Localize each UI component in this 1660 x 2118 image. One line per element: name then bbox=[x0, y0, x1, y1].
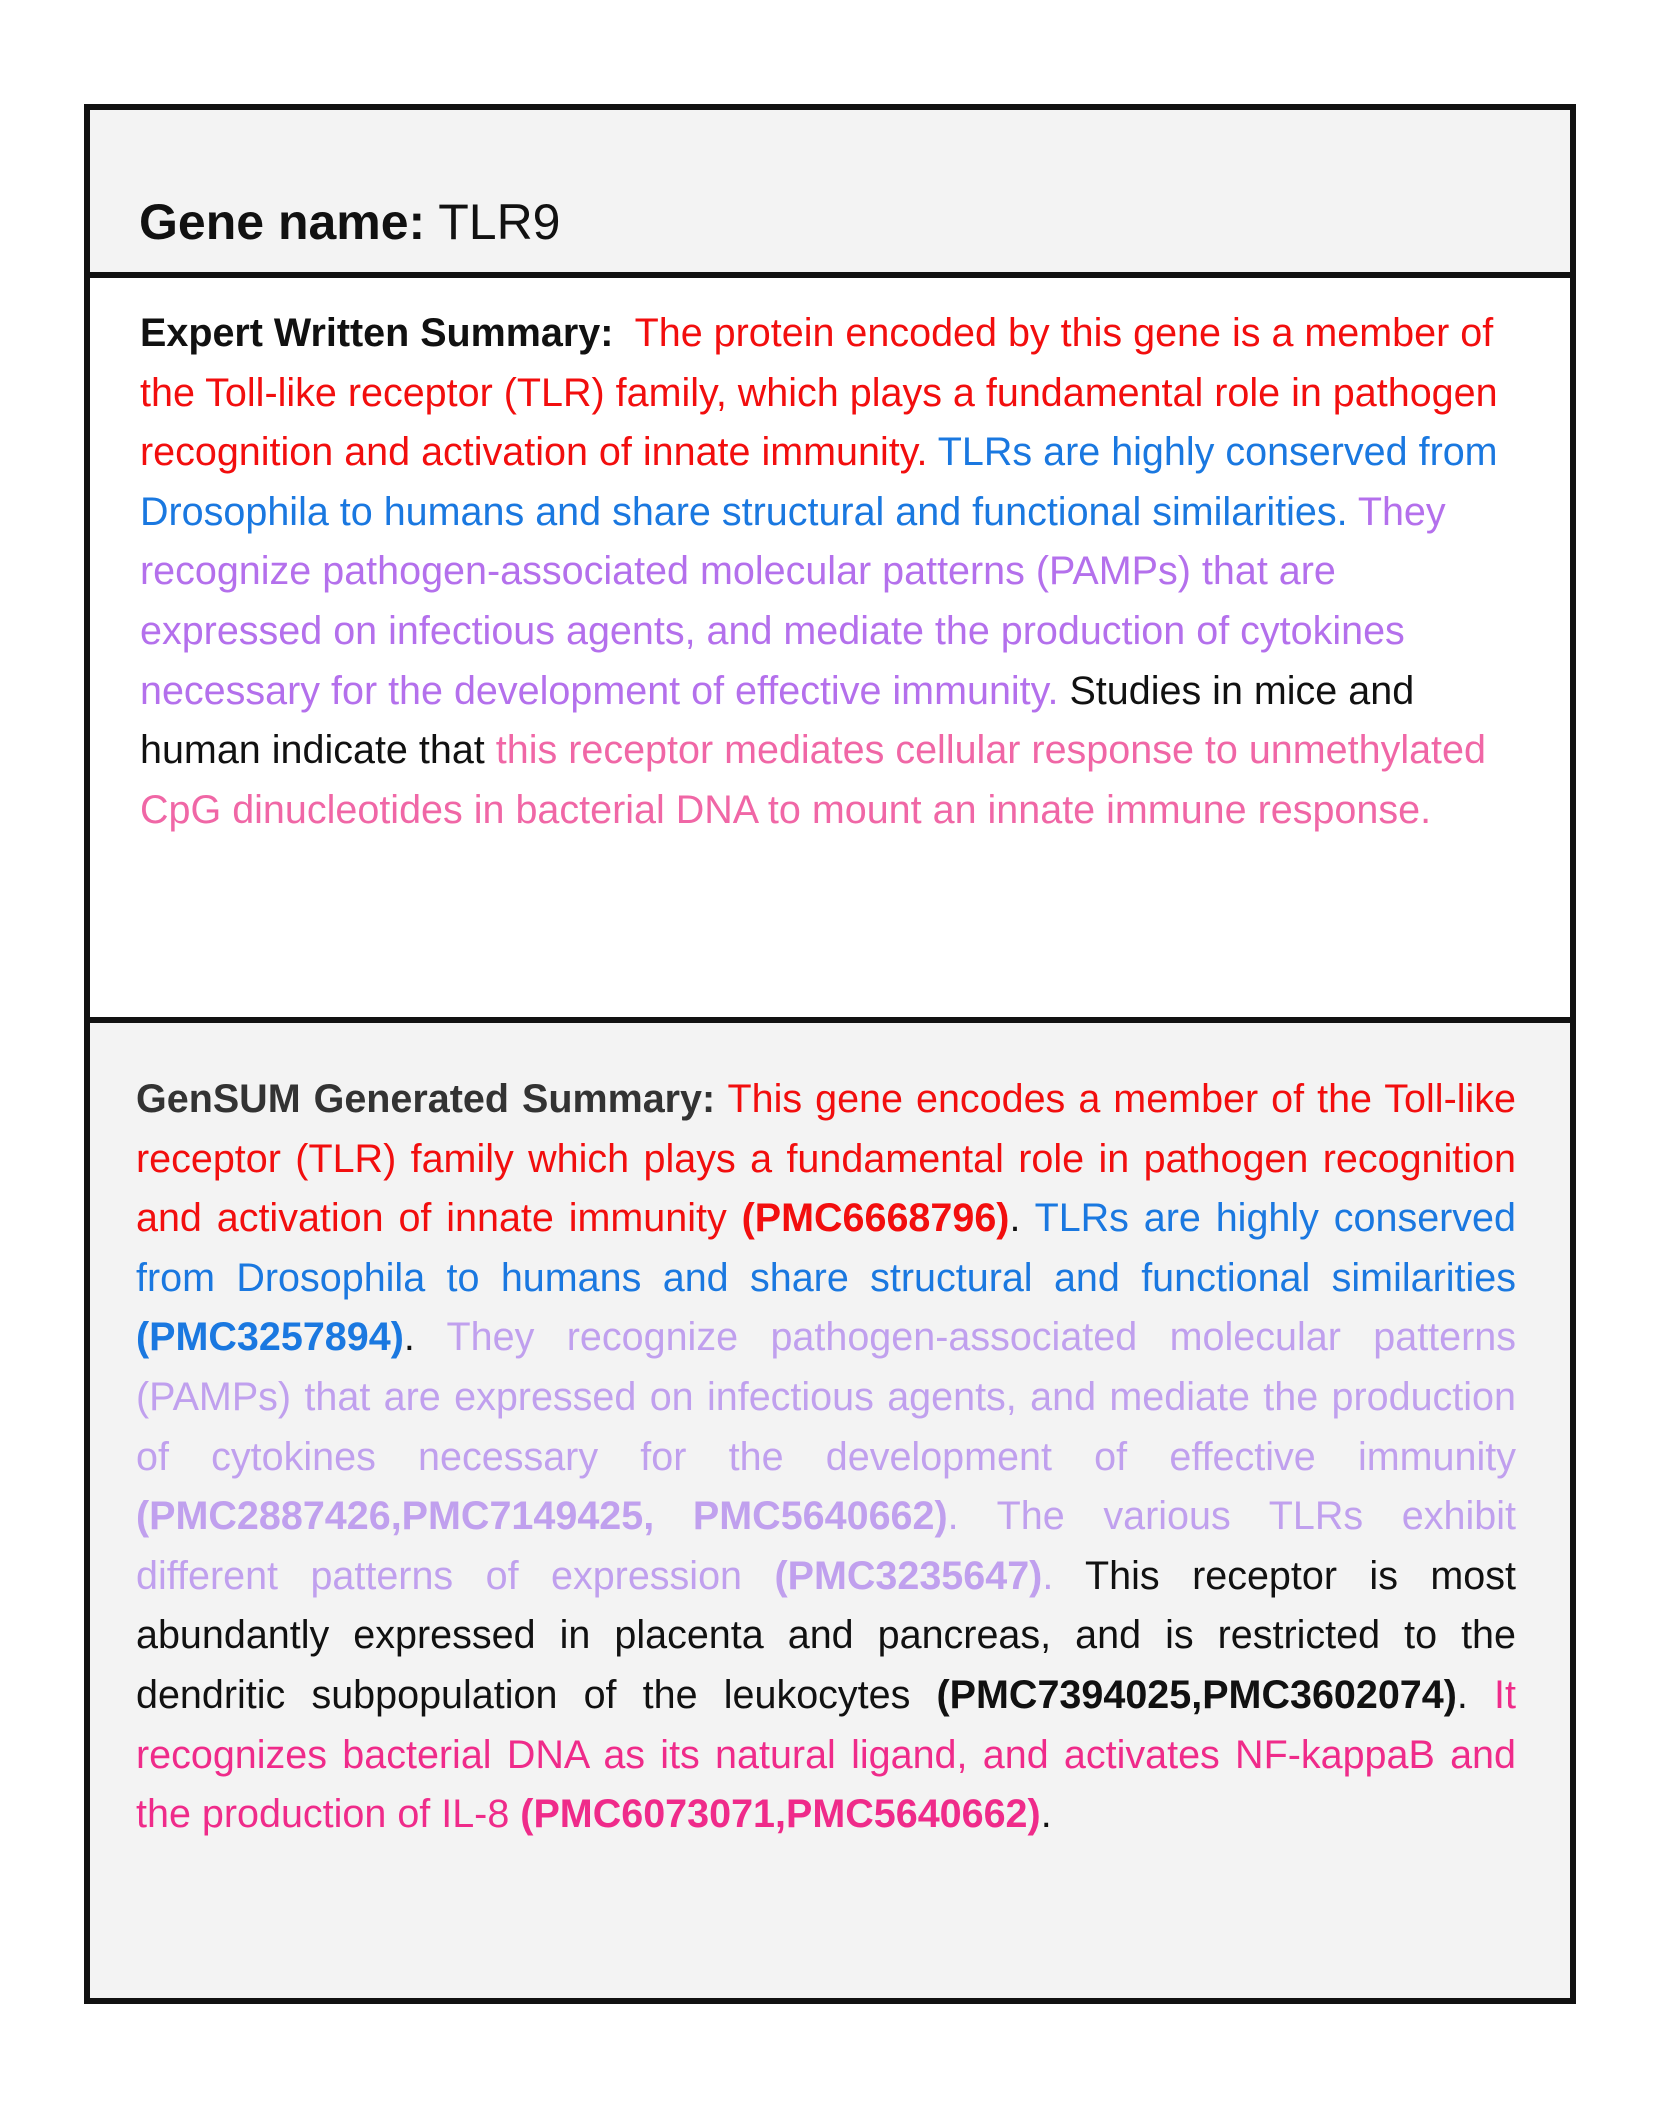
expert-sentence-5: this receptor mediates cellular response to unmethylated CpG dinucleotides in bacterial DNA to mount an innate immune response. bbox=[140, 728, 1486, 832]
gene-name-line bbox=[139, 192, 560, 252]
gensum-period: . bbox=[1040, 1792, 1052, 1837]
gensum-period: . bbox=[947, 1494, 959, 1539]
gensum-reference-1: (PMC6668796) bbox=[741, 1196, 1010, 1241]
gensum-summary-label: GenSUM Generated Summary: bbox=[136, 1077, 716, 1121]
gensum-reference-5: (PMC7394025,PMC3602074) bbox=[936, 1672, 1457, 1717]
expert-sentence-1: The protein encoded by this gene is a member of the Toll-like receptor (TLR) family, which plays a fundamental role in pathogen recognition and activation of innate immunity. bbox=[140, 311, 1498, 475]
gene-name-section bbox=[90, 110, 1570, 278]
gene-name-value: TLR9 bbox=[438, 194, 561, 250]
gensum-sentence-3: They recognize pathogen-associated molecular patterns (PAMPs) that are expressed on infectious agents, and mediate the production of cytokines necessary for the development of effective immunity bbox=[136, 1315, 1516, 1479]
expert-summary-section bbox=[90, 278, 1570, 1023]
gensum-reference-2: (PMC3257894) bbox=[136, 1315, 404, 1360]
gensum-summary-paragraph bbox=[136, 1070, 1516, 1845]
gensum-summary-section bbox=[90, 1023, 1570, 1998]
gensum-reference-3: (PMC2887426,PMC7149425, PMC5640662) bbox=[136, 1494, 948, 1539]
gensum-period: . bbox=[1456, 1672, 1468, 1717]
gensum-sentence-6: It recognizes bacterial DNA as its natural ligand, and activates NF-kappaB and the production of IL-8 bbox=[136, 1672, 1516, 1837]
gensum-sentence-2: TLRs are highly conserved from Drosophila to humans and share structural and functional similarities bbox=[136, 1196, 1516, 1300]
gensum-period: . bbox=[1042, 1553, 1054, 1598]
gene-name-label: Gene name: bbox=[139, 194, 426, 250]
expert-summary-label: Expert Written Summary: bbox=[140, 311, 614, 355]
gensum-sentence-4: The various TLRs exhibit different patterns of expression bbox=[136, 1494, 1516, 1598]
gensum-period: . bbox=[1009, 1196, 1021, 1241]
gensum-reference-4: (PMC3235647) bbox=[774, 1553, 1043, 1598]
expert-summary-paragraph bbox=[140, 304, 1516, 840]
expert-sentence-4: Studies in mice and human indicate that bbox=[140, 668, 1415, 773]
expert-sentence-3: They recognize pathogen-associated molecular patterns (PAMPs) that are expressed on infectious agents, and mediate the production of cytokines necessary for the development of effective immunity. bbox=[140, 489, 1446, 713]
gensum-sentence-5: This receptor is most abundantly expressed in placenta and pancreas, and is restricted to the dendritic subpopulation of the leukocytes bbox=[136, 1553, 1516, 1717]
gensum-reference-6: (PMC6073071,PMC5640662) bbox=[520, 1792, 1041, 1837]
summary-comparison-box bbox=[84, 104, 1576, 2004]
gensum-sentence-1: This gene encodes a member of the Toll-like receptor (TLR) family which plays a fundamental role in pathogen recognition and activation of innate immunity bbox=[136, 1077, 1516, 1241]
expert-sentence-2: TLRs are highly conserved from Drosophila to humans and share structural and functional similarities. bbox=[140, 430, 1498, 534]
gensum-period: . bbox=[403, 1315, 415, 1360]
